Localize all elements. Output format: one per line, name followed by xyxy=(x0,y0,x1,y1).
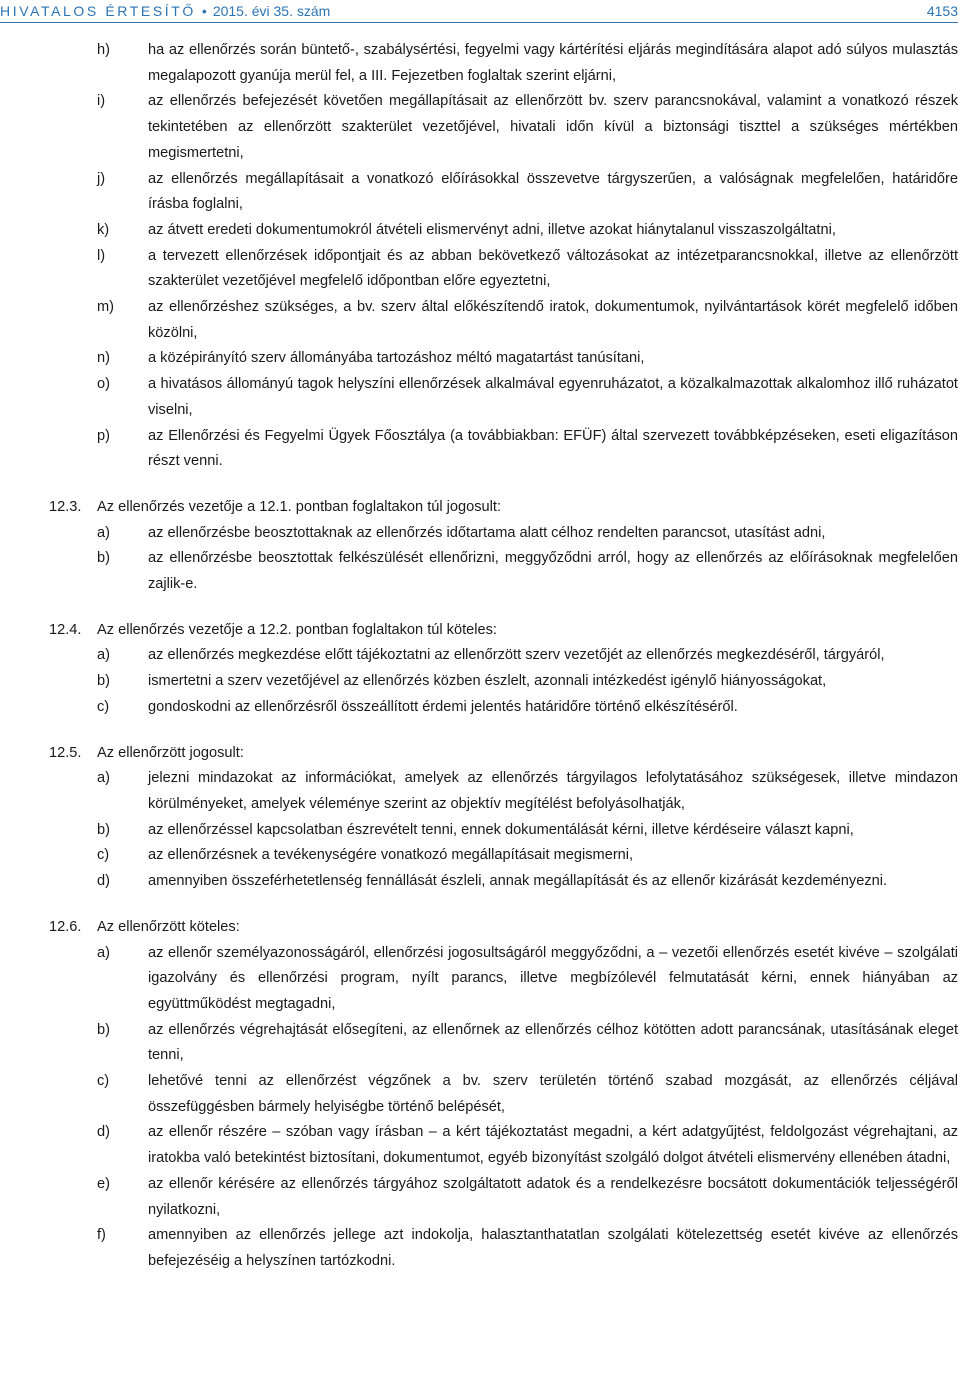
list-item-label: c) xyxy=(97,1073,110,1090)
list-item xyxy=(0,1172,958,1223)
list-item-label: i) xyxy=(97,93,106,110)
list-item-text: jelezni mindazokat az információkat, amelyek az ellenőrzés tárgyilagos lefolytatásához szükségesek, illetve mindazon körülményeket, amelyek véleménye szerint az objektív megítélést befolyásolhatják, xyxy=(148,770,958,812)
list-item-text: az ellenőrzés végrehajtását elősegíteni, az ellenőrnek az ellenőrzés célhoz kötötten adott parancsának, utasításának eleget tenni, xyxy=(148,1021,958,1064)
list-item-text: gondoskodni az ellenőrzésről összeállított érdemi jelentés határidőre történő elkészítéséről. xyxy=(148,698,738,715)
section-heading xyxy=(0,915,958,941)
list-item-label: p) xyxy=(97,427,110,444)
header-separator: • xyxy=(201,3,207,19)
list-item-text: ismertetni a szerv vezetőjével az ellenőrzés közben észlelt, azonnali intézkedést igénylő hiányosságokat, xyxy=(148,673,827,690)
section-number: 12.3. xyxy=(49,498,82,515)
list-item xyxy=(0,1069,958,1120)
list-item xyxy=(0,643,958,669)
header-rule xyxy=(0,22,958,23)
list-item xyxy=(0,695,958,721)
list-item-label: d) xyxy=(97,873,110,890)
list-item-text: a hivatásos állományú tagok helyszíni ellenőrzések alkalmával egyenruházatot, a közalkalmazottak alkalomhoz illő ruházatot viselni, xyxy=(148,376,958,418)
list-item-label: c) xyxy=(97,847,110,864)
list-item-label: b) xyxy=(97,550,110,567)
section-heading-text: Az ellenőrzés vezetője a 12.1. pontban foglaltakon túl jogosult: xyxy=(97,498,502,515)
list-item xyxy=(0,818,958,844)
list-item-label: h) xyxy=(97,42,110,58)
section-heading-text: Az ellenőrzött jogosult: xyxy=(97,744,244,761)
list-item xyxy=(0,843,958,869)
list-item-label: b) xyxy=(97,1021,110,1038)
list-item xyxy=(0,372,958,423)
list-item-text: amennyiben az ellenőrzés jellege azt indokolja, halasztanthatatlan szolgálati kötelezettség esetét kivéve az ellenőrzés befejezéséig a helyszínen tartózkodni. xyxy=(148,1227,958,1269)
list-item xyxy=(0,669,958,695)
list-item-label: a) xyxy=(97,647,110,664)
publication-title: HIVATALOS ÉRTESÍTŐ xyxy=(0,3,196,19)
list-item-text: az ellenőr részére – szóban vagy írásban – a kért tájékoztatást megadni, a kért adatgyűjtést, feldolgozást végrehajtani, az iratokba való betekintést biztosítani, dokumentumot, egyéb bizonyítást szolgáló dolgot átvételi elismervény ellenében átadni, xyxy=(148,1124,958,1167)
list-item-label: j) xyxy=(97,170,106,187)
list-item xyxy=(0,1223,958,1274)
list-item-text: az Ellenőrzési és Fegyelmi Ügyek Főosztálya (a továbbiakban: EFÜF) által szervezett továbbképzéseken, eseti eligazításon részt venni. xyxy=(148,427,958,470)
list-item xyxy=(0,244,958,295)
list-item xyxy=(0,89,958,166)
page-header xyxy=(0,0,958,22)
list-item-label: b) xyxy=(97,673,110,690)
list-item-label: a) xyxy=(97,770,110,787)
list-item-label: l) xyxy=(97,247,106,264)
section-heading xyxy=(0,741,958,767)
list-item xyxy=(0,424,958,475)
section-heading-text: Az ellenőrzés vezetője a 12.2. pontban foglaltakon túl köteles: xyxy=(97,621,497,638)
section-heading-text: Az ellenőrzött köteles: xyxy=(97,918,240,935)
list-item xyxy=(0,521,958,547)
list-item-text: az ellenőrzéssel kapcsolatban észrevételt tenni, ennek dokumentálását kérni, illetve kérdéseire választ kapni, xyxy=(148,821,854,838)
list-item-label: k) xyxy=(97,221,110,238)
list-item-label: n) xyxy=(97,350,110,367)
section-heading xyxy=(0,618,958,644)
list-item xyxy=(0,167,958,218)
list-item xyxy=(0,941,958,1018)
section-number: 12.5. xyxy=(49,744,82,761)
list-item-text: az ellenőr személyazonosságáról, ellenőrzési jogosultságáról meggyőződni, a – vezetői ellenőrzés esetét kivéve – szolgálati igazolvány és ellenőrzési program, nyílt parancs, illetve megbízólevél felmutatását kérni, ennek hiányában az együttműködést megtagadni, xyxy=(148,944,958,1012)
list-item-label: d) xyxy=(97,1124,110,1141)
list-item-label: a) xyxy=(97,944,110,961)
list-item-text: lehetővé tenni az ellenőrzést végzőnek a bv. szerv területén történő szabad mozgását, az ellenőrzés céljával összefüggésben bármely helyiségbe történő belépését, xyxy=(148,1073,958,1115)
list-item-text: az ellenőrzésnek a tevékenységére vonatkozó megállapításait megismerni, xyxy=(148,847,634,864)
list-item-label: f) xyxy=(97,1227,106,1244)
list-item xyxy=(0,218,958,244)
list-item xyxy=(0,1018,958,1069)
list-item-label: e) xyxy=(97,1175,110,1192)
list-item-text: amennyiben összeférhetetlenség fennállását észleli, annak megállapítását és az ellenőr kizárását kezdeményezni. xyxy=(148,873,888,890)
list-item-text: a középirányító szerv állományába tartozáshoz méltó magatartást tanúsítani, xyxy=(148,350,645,367)
list-item xyxy=(0,1120,958,1171)
list-item xyxy=(0,295,958,346)
list-item-text: az ellenőrzés befejezését követően megállapításait az ellenőrzött bv. szerv parancsnokával, valamint a vonatkozó részek tekintetében az ellenőrzött szakterület vezetőjével, hivatali időn kívül a biztonsági tiszttel a szükséges mértékben megismertetni, xyxy=(148,93,958,161)
document-body xyxy=(0,38,958,1275)
list-item xyxy=(0,869,958,895)
list-item-text: az ellenőrzéshez szükséges, a bv. szerv által előkészítendő iratok, dokumentumok, nyilvántartások körét megfelelő időben közölni, xyxy=(148,299,958,341)
list-item-text: a tervezett ellenőrzések időpontjait és az abban bekövetkező változásokat az intézetparancsnokkal, illetve az ellenőrzött szakterület vezetőjével megfelelő időpontban előre egyeztetni, xyxy=(148,247,958,290)
list-item-text: az átvett eredeti dokumentumokról átvételi elismervényt adni, illetve azokat hiánytalanul visszaszolgáltatni, xyxy=(148,221,836,238)
list-item-text: az ellenőrzésbe beosztottak felkészülését ellenőrizni, meggyőződni arról, hogy az ellenőrzés az előírásoknak megfelelően zajlik-e. xyxy=(148,550,958,593)
list-item-text: az ellenőrzésbe beosztottaknak az ellenőrzés időtartama alatt célhoz rendelten parancsot, utasítást adni, xyxy=(148,524,826,541)
list-item-text: az ellenőrzés megkezdése előtt tájékoztatni az ellenőrzött szerv vezetőjét az ellenőrzés megkezdéséről, tárgyáról, xyxy=(148,647,885,664)
list-item-text: az ellenőrzés megállapításait a vonatkozó előírásokkal összevetve tárgyszerűen, a valóságnak megfelelően, határidőre írásba foglalni, xyxy=(148,170,958,213)
page-number: 4153 xyxy=(926,3,958,19)
header-publication xyxy=(0,3,330,19)
list-item xyxy=(0,38,958,89)
list-item-label: b) xyxy=(97,821,110,838)
list-item xyxy=(0,766,958,817)
list-item xyxy=(0,546,958,597)
list-item-label: a) xyxy=(97,524,110,541)
list-item-text: az ellenőr kérésére az ellenőrzés tárgyához szolgáltatott adatok és a rendelkezésre bocsátott dokumentációk teljességéről nyilatkozni, xyxy=(148,1175,958,1218)
list-item-text: ha az ellenőrzés során büntető-, szabálysértési, fegyelmi vagy kártérítési eljárás megindítására alapot adó súlyos mulasztás megalapozott gyanúja merül fel, a III. Fejezetben foglaltak szerint eljárni, xyxy=(148,42,958,84)
list-item xyxy=(0,346,958,372)
section-number: 12.6. xyxy=(49,918,82,935)
list-item-label: m) xyxy=(97,299,115,316)
list-item-label: o) xyxy=(97,376,110,393)
issue-label: 2015. évi 35. szám xyxy=(212,3,331,19)
section-number: 12.4. xyxy=(49,621,82,638)
section-heading xyxy=(0,495,958,521)
list-item-label: c) xyxy=(97,698,110,715)
